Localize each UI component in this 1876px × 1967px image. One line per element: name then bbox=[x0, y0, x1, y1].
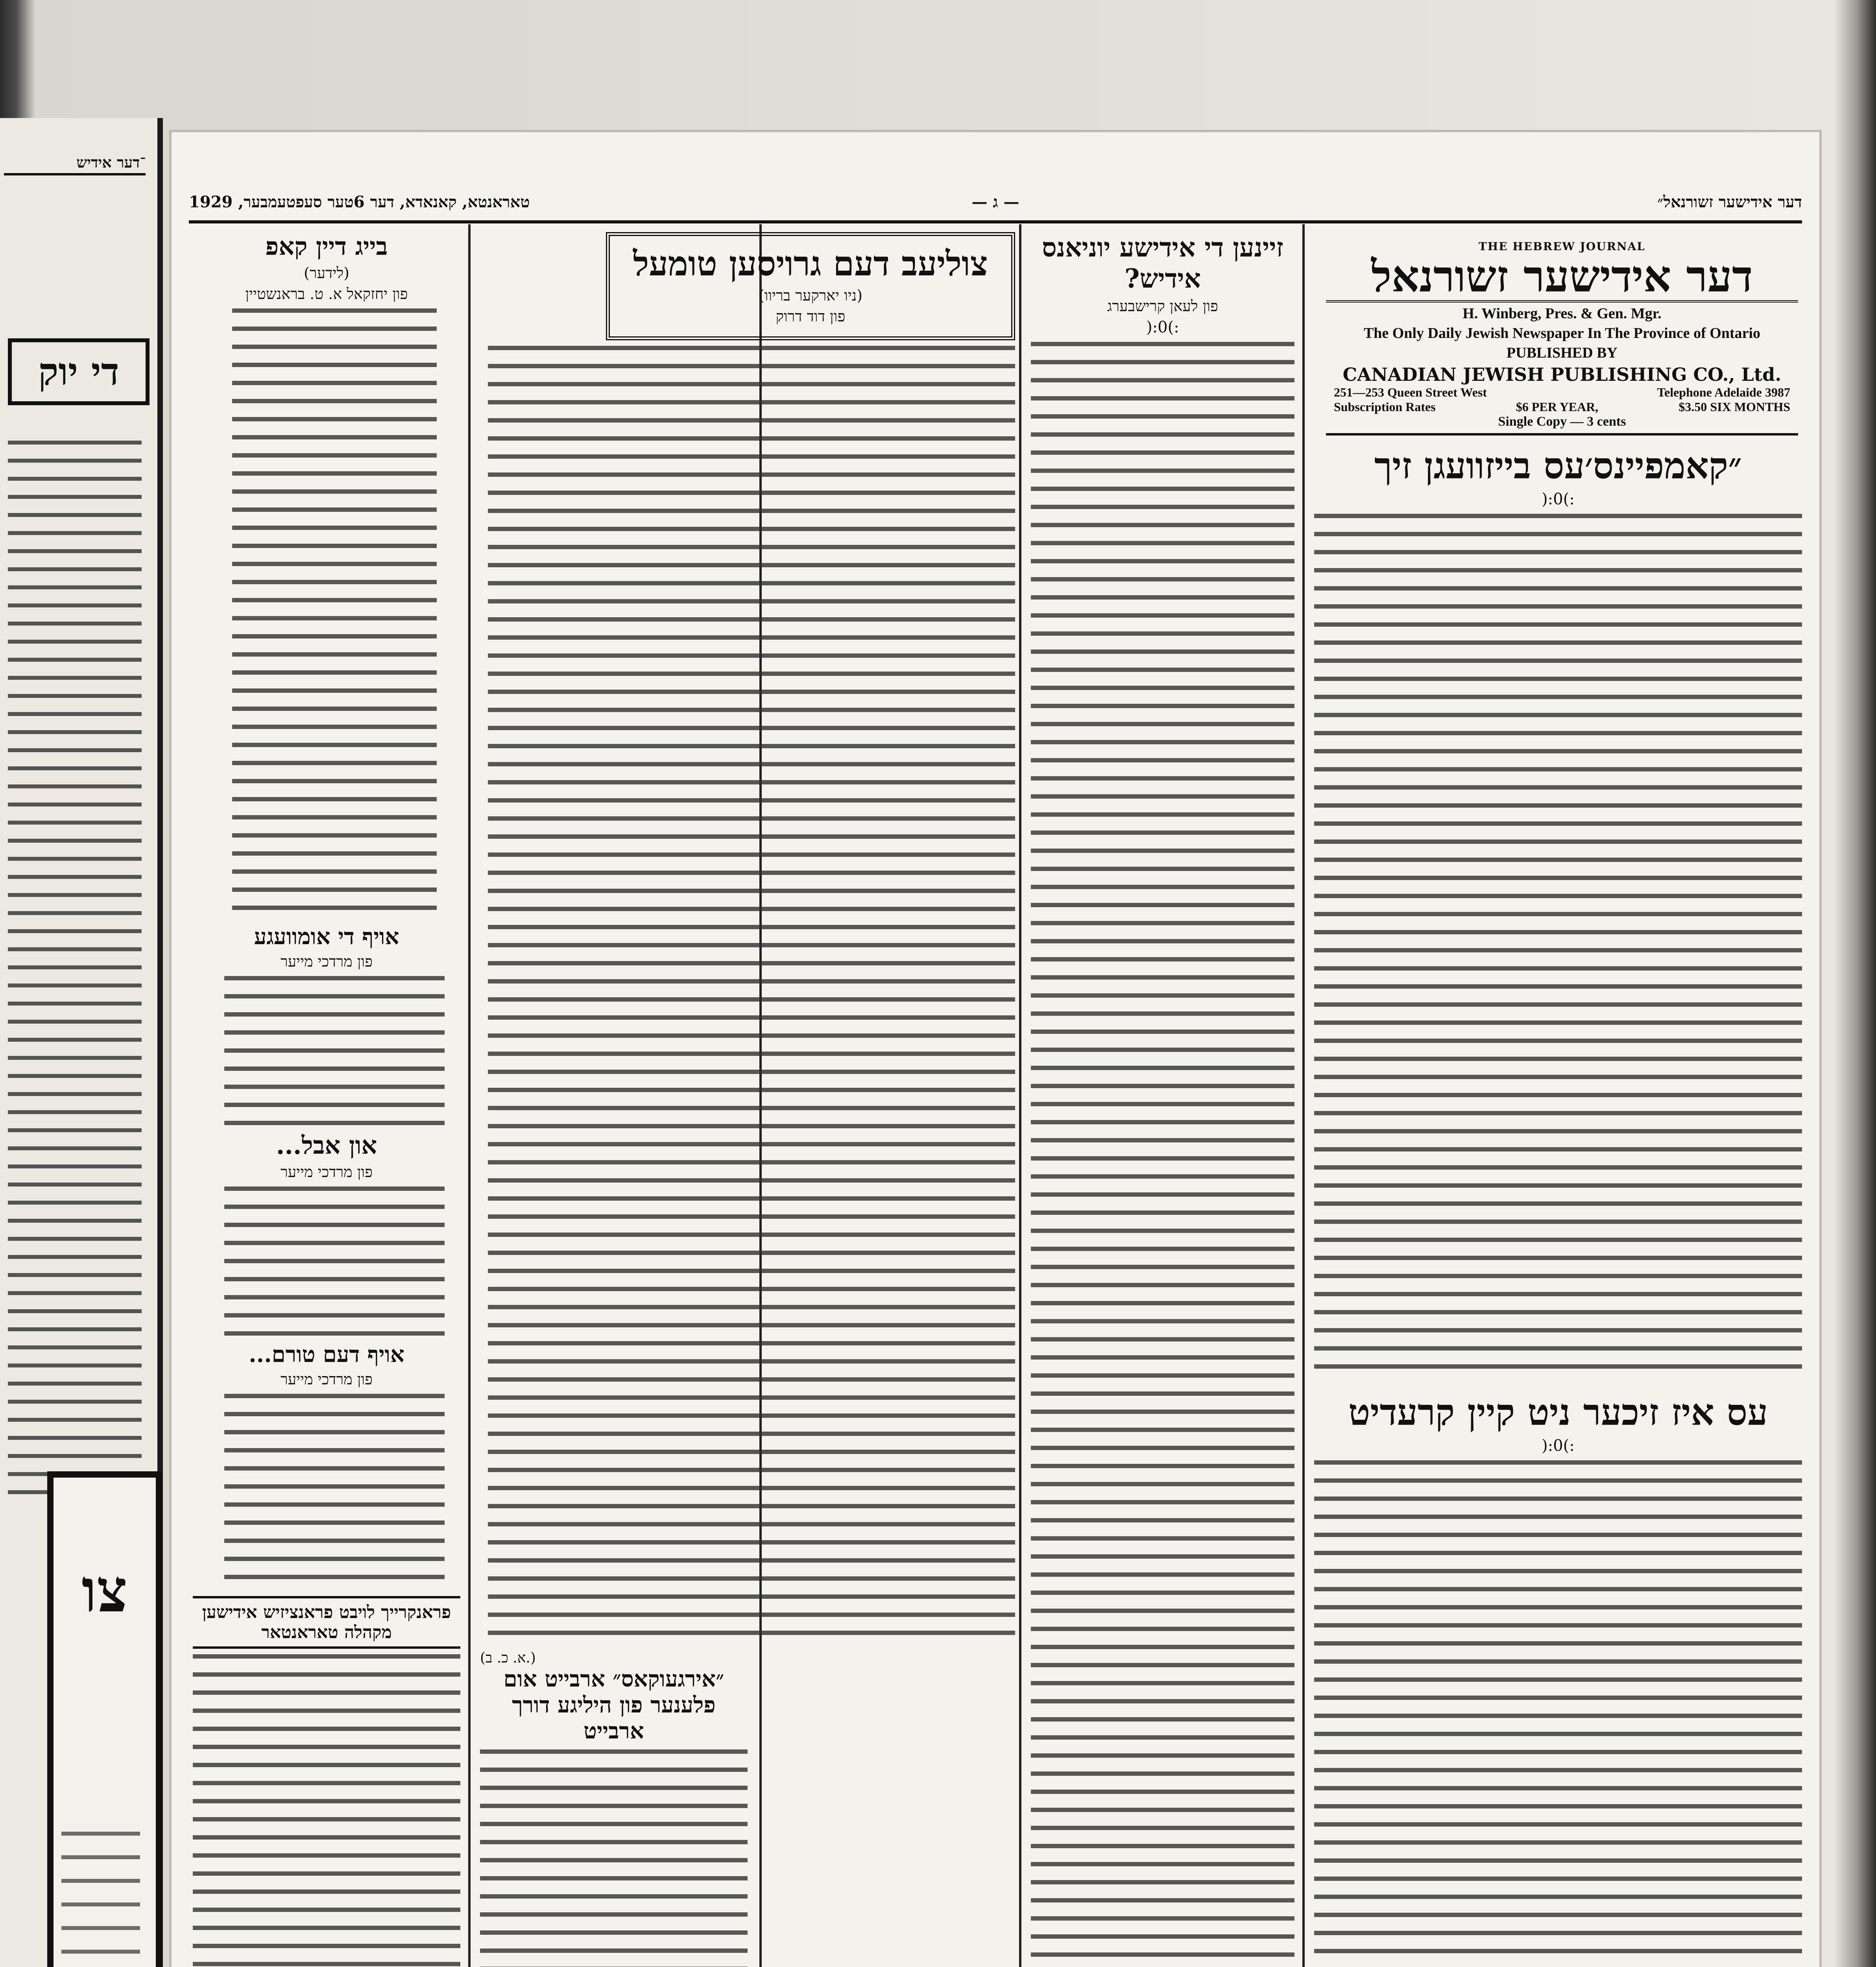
masthead-publisher: CANADIAN JEWISH PUBLISHING CO., Ltd. bbox=[1342, 364, 1782, 385]
poems-column bbox=[193, 232, 460, 1967]
masthead-telephone: Telephone Adelaide 3987 bbox=[1657, 385, 1790, 399]
running-head-page-number: — ג — bbox=[971, 193, 1019, 211]
poem2-title: אויף די אומוועגע bbox=[254, 924, 399, 950]
newspaper-page bbox=[169, 130, 1822, 1967]
editorial-column bbox=[1314, 445, 1802, 1967]
adjacent-page-strip bbox=[0, 118, 163, 1967]
credit-body bbox=[1314, 1460, 1802, 1967]
unions-body bbox=[1031, 342, 1294, 1967]
campaign-body bbox=[1314, 514, 1802, 1379]
poem3-body bbox=[224, 1186, 445, 1336]
masthead-english-name: THE HEBREW JOURNAL bbox=[1479, 240, 1645, 253]
ordnungs-headline: ״אירגעוקאס״ ארבייט אום פלענער פון היליגע דורך ארבייט bbox=[503, 1666, 724, 1744]
poem4-body bbox=[224, 1394, 445, 1591]
ordnungs-signature: (א. כ. ב.) bbox=[480, 1650, 536, 1666]
credit-separator: :)0:( bbox=[1542, 1437, 1575, 1455]
poem2-body bbox=[224, 976, 445, 1126]
masthead-yiddish-title: דער אידישער זשורנאל bbox=[1326, 253, 1798, 303]
masthead-address-row bbox=[1326, 385, 1798, 400]
masthead-tagline: The Only Daily Jewish Newspaper In The Province of Ontario bbox=[1363, 325, 1761, 341]
running-head-date: טאראנטא, קאנאדא, דער 6טער סעפטעמבער, 1929 bbox=[189, 193, 530, 211]
campaign-separator: :)0:( bbox=[1542, 490, 1575, 508]
strip-text-column bbox=[8, 441, 142, 1503]
poem1-body bbox=[232, 308, 437, 918]
poem3-title: און אבל... bbox=[276, 1131, 377, 1160]
poem1-title: בייג דיין קאפ bbox=[265, 232, 388, 261]
masthead-per-year: $6 PER YEAR, bbox=[1516, 400, 1599, 414]
poem1-byline: פון יחזקאל א. ט. בראנשטיין bbox=[245, 285, 408, 303]
masthead-published-by: PUBLISHED BY bbox=[1507, 345, 1617, 361]
masthead-six-months: $3.50 SIX MONTHS bbox=[1678, 400, 1790, 414]
running-head bbox=[189, 189, 1802, 223]
campaign-headline: ״קאמפיינס׳עס בייזוועגן זיך bbox=[1374, 445, 1742, 487]
column-rule bbox=[1302, 224, 1305, 1967]
tumult-title-box bbox=[606, 232, 1015, 340]
poem1-subtitle: (לידער) bbox=[304, 264, 349, 282]
tumult-body bbox=[488, 346, 1015, 1644]
running-head-paper-name: דער אידישער זשורנאל״ bbox=[1657, 193, 1802, 211]
poem3-byline: פון מרדכי מייער bbox=[280, 1163, 373, 1181]
masthead-single-copy: Single Copy — 3 cents bbox=[1326, 414, 1798, 435]
column-rule bbox=[1019, 224, 1021, 1967]
unions-byline: פון לעאן קרישבערג bbox=[1107, 297, 1219, 315]
tumult-headline: צוליעב דעם גרויסען טומעל bbox=[633, 244, 988, 284]
masthead bbox=[1326, 240, 1798, 437]
unions-column bbox=[1031, 232, 1294, 1967]
credit-headline: עס איז זיכער ניט קיין קרעדיט bbox=[1348, 1391, 1768, 1434]
unions-separator: :)0:( bbox=[1146, 318, 1179, 336]
strip-advertisement-box bbox=[47, 1471, 162, 1967]
tumult-byline: פון דוד דרוק bbox=[776, 308, 846, 325]
strip-running-head: ־דער אידיש bbox=[4, 153, 146, 175]
strip-box-title: צו bbox=[81, 1556, 128, 1626]
strip-headline: די יוק bbox=[8, 338, 150, 405]
ordnungs-body bbox=[480, 1749, 748, 1967]
poem5-title: פראנקרייך לויבט פראנציזיש אידישען מקהלה טאראנטאר bbox=[193, 1596, 460, 1649]
unions-headline: זיינען די אידישע יוניאנס אידיש? bbox=[1042, 232, 1283, 294]
ordnungs-article bbox=[480, 1650, 748, 1967]
poem4-title: אויף דעם טורם... bbox=[249, 1341, 404, 1367]
tumult-column bbox=[480, 232, 1015, 1967]
poem5-body bbox=[193, 1654, 460, 1967]
strip-box-text bbox=[61, 1832, 140, 1967]
masthead-address: 251—253 Queen Street West bbox=[1334, 385, 1487, 399]
tumult-subhead: (ניו יארקער בריוו) bbox=[758, 287, 863, 304]
masthead-subscription-label: Subscription Rates bbox=[1334, 400, 1436, 414]
masthead-rates-row bbox=[1326, 400, 1798, 414]
poem4-byline: פון מרדכי מייער bbox=[280, 1371, 373, 1388]
column-rule bbox=[468, 224, 471, 1967]
poem2-byline: פון מרדכי מייער bbox=[280, 953, 373, 970]
masthead-president: H. Winberg, Pres. & Gen. Mgr. bbox=[1462, 305, 1662, 322]
